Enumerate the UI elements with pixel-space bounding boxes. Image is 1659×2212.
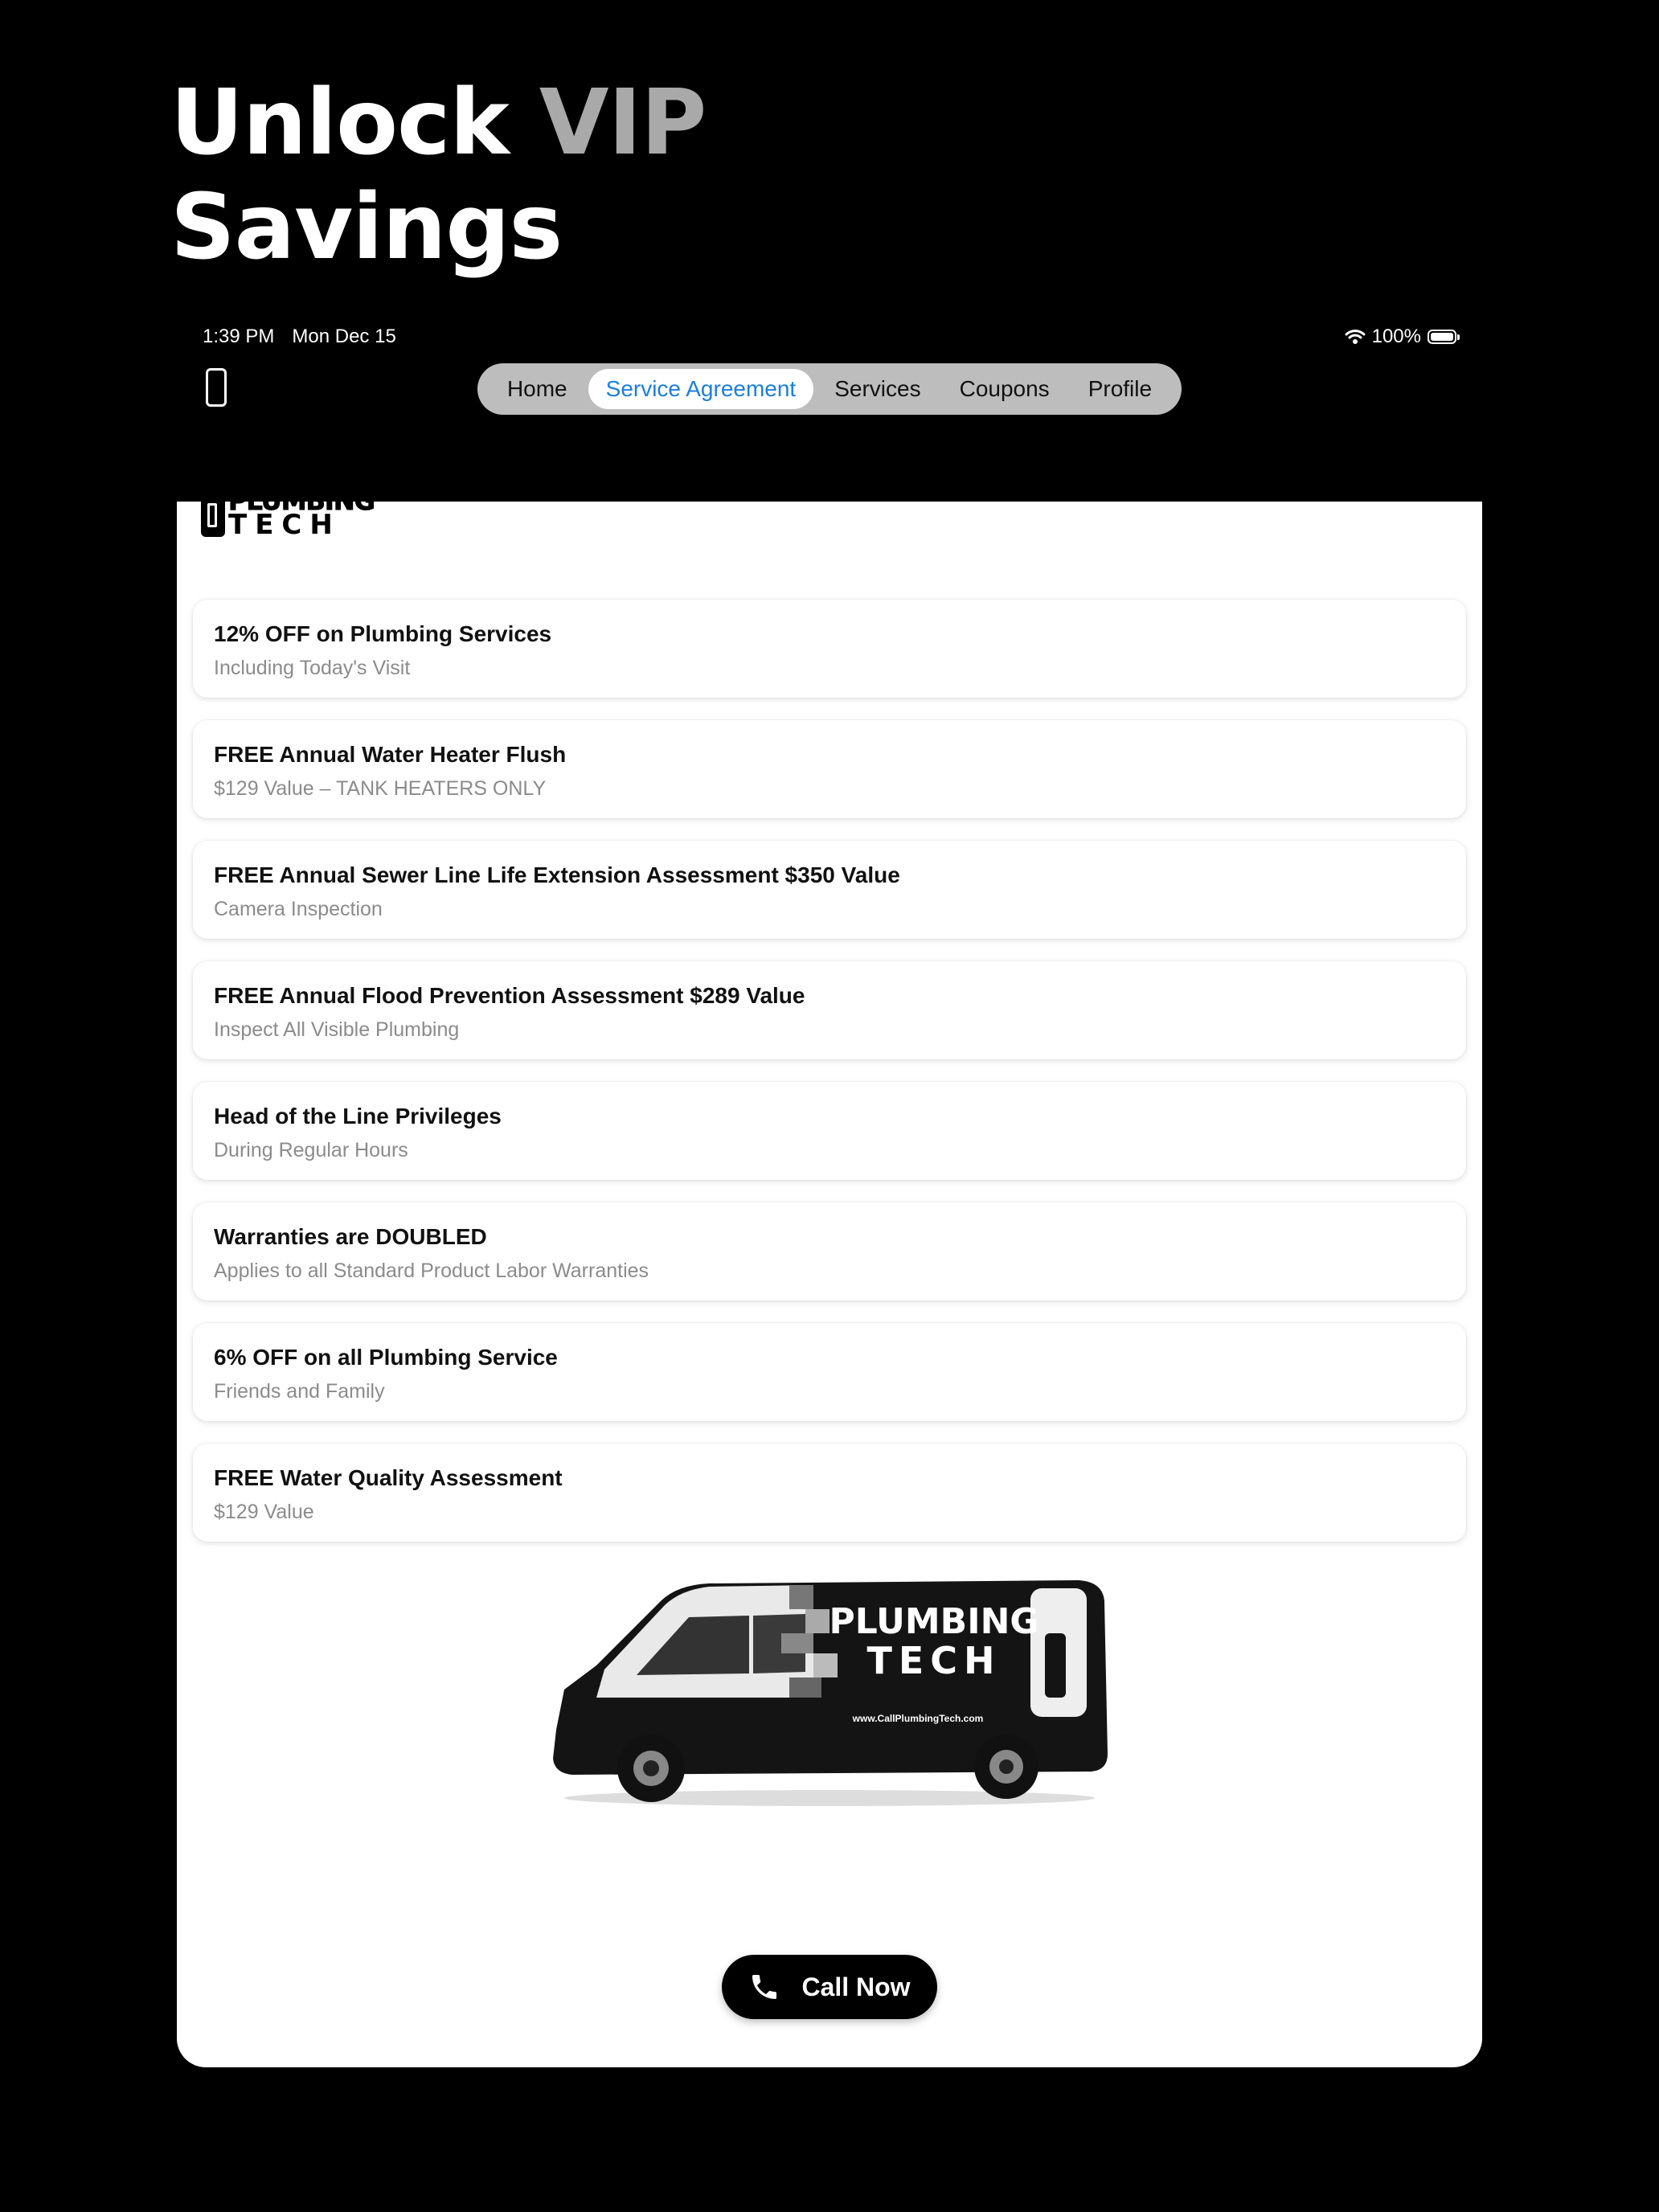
benefit-card: [193, 600, 1466, 698]
benefit-subtitle: Inspect All Visible Plumbing: [214, 1018, 460, 1041]
benefit-subtitle: Friends and Family: [214, 1380, 385, 1403]
benefit-subtitle: Camera Inspection: [214, 898, 383, 920]
tab-service-agreement[interactable]: Service Agreement: [588, 369, 814, 409]
service-agreement-panel: [177, 485, 1482, 2067]
benefit-title: 12% OFF on Plumbing Services: [214, 621, 552, 646]
benefit-title: FREE Annual Sewer Line Life Extension Assessment $350 Value: [214, 862, 900, 887]
benefit-list: [193, 600, 1466, 1564]
brand-logo-icon: [201, 489, 225, 537]
benefit-card: [193, 1444, 1466, 1542]
app-logo-icon[interactable]: [206, 368, 227, 407]
battery-icon: [1428, 330, 1456, 344]
headline-savings: Savings: [170, 175, 563, 280]
benefit-card: [193, 1323, 1466, 1421]
benefit-title: FREE Annual Water Heater Flush: [214, 742, 567, 767]
benefit-subtitle: Including Today's Visit: [214, 657, 411, 679]
benefit-title: FREE Annual Flood Prevention Assessment $289 Value: [214, 983, 805, 1008]
status-date: Mon Dec 15: [292, 326, 396, 347]
status-time: 1:39 PM: [203, 326, 275, 347]
benefit-title: FREE Water Quality Assessment: [214, 1465, 563, 1490]
call-now-button[interactable]: [722, 1955, 937, 2019]
van-url: www.CallPlumbingTech.com: [852, 1713, 984, 1724]
benefit-card: [193, 1202, 1466, 1301]
benefit-subtitle: $129 Value: [214, 1501, 314, 1523]
benefit-subtitle: $129 Value – TANK HEATERS ONLY: [214, 777, 547, 800]
phone-icon: [748, 1971, 780, 2003]
call-now-label: Call Now: [801, 1972, 911, 2001]
benefit-card: [193, 841, 1466, 939]
benefit-title: Head of the Line Privileges: [214, 1104, 502, 1129]
wifi-icon: [1345, 329, 1366, 345]
tab-services[interactable]: Services: [834, 376, 921, 401]
benefit-card: [193, 720, 1466, 818]
benefit-card: [193, 961, 1466, 1059]
van-image: [548, 1569, 1111, 1810]
benefit-subtitle: Applies to all Standard Product Labor Warranties: [214, 1260, 649, 1282]
benefit-card: [193, 1082, 1466, 1180]
tab-profile[interactable]: Profile: [1088, 376, 1153, 401]
tab-bar: [477, 363, 1182, 415]
van-brand-line1: PLUMBING: [829, 1601, 1039, 1642]
tab-home[interactable]: Home: [506, 376, 567, 401]
van-brand-line2: TECH: [866, 1639, 1002, 1682]
brand-logo: [201, 485, 375, 541]
brand-line1: PLUMBING: [228, 485, 375, 516]
benefit-title: 6% OFF on all Plumbing Service: [214, 1345, 558, 1370]
battery-percent: 100%: [1371, 326, 1421, 347]
headline-unlock: Unlock: [170, 71, 539, 175]
status-bar: [203, 323, 1456, 350]
benefit-title: Warranties are DOUBLED: [214, 1224, 487, 1249]
benefit-subtitle: During Regular Hours: [214, 1139, 408, 1161]
promo-headline: [170, 71, 706, 280]
tab-coupons[interactable]: Coupons: [959, 376, 1050, 401]
brand-line2: TECH: [228, 509, 341, 541]
headline-vip: VIP: [539, 71, 707, 175]
